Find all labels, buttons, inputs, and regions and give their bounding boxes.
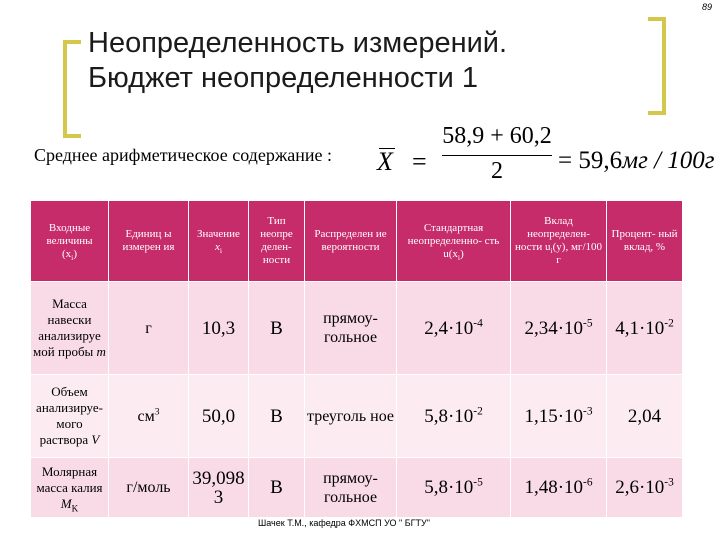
header-value-text: Значение xyxy=(197,228,240,240)
cell-unit xyxy=(109,282,189,375)
cell-quantity xyxy=(31,458,109,518)
formula-result-unit: мг / 100г xyxy=(622,147,715,174)
cell-standard-uncertainty xyxy=(397,375,511,458)
percent-exponent: -3 xyxy=(664,476,674,489)
cell-value: 50,0 xyxy=(189,375,249,458)
cell-standard-uncertainty xyxy=(397,458,511,518)
table-header-row xyxy=(31,201,683,282)
title-bracket-left xyxy=(63,40,81,138)
slide-title xyxy=(88,26,507,96)
mean-label: Среднее арифметическое содержание : xyxy=(34,145,333,165)
cell-contribution xyxy=(511,458,607,518)
header-contribution xyxy=(511,201,607,282)
header-input-symbol: (x xyxy=(62,247,72,260)
quantity-symbol: m xyxy=(96,344,106,359)
cell-value: 10,3 xyxy=(189,282,249,375)
unit-text: г xyxy=(145,319,152,337)
page-number: 89 xyxy=(701,2,712,12)
header-standard-uncertainty-tail: ) xyxy=(460,247,464,260)
u-exponent: -4 xyxy=(473,317,483,330)
cell-quantity xyxy=(31,282,109,375)
uncertainty-budget-table xyxy=(30,200,683,518)
percent-exponent: -2 xyxy=(664,317,674,330)
cell-distribution: треуголь ное xyxy=(305,375,397,458)
slide-title-line2: Бюджет неопределенности 1 xyxy=(88,62,479,94)
contrib-exponent: -6 xyxy=(583,476,593,489)
cell-contribution xyxy=(511,375,607,458)
formula-denominator: 2 xyxy=(491,158,503,184)
table-row xyxy=(31,375,683,458)
header-contribution-text: Вклад неопределен- ности u xyxy=(515,215,590,253)
formula-equals: = xyxy=(412,147,427,176)
cell-unit xyxy=(109,375,189,458)
unit-text: г/моль xyxy=(126,479,171,496)
percent-mantissa: 2,6·10 xyxy=(615,477,665,498)
cell-percent xyxy=(607,282,683,375)
header-input-symbol-tail: ) xyxy=(73,247,77,260)
quantity-text: Молярная масса калия xyxy=(36,463,103,495)
fraction-bar xyxy=(442,155,552,156)
quantity-text: Масса навески анализируе мой пробы xyxy=(33,296,101,359)
slide-title-line1: Неопределенность измерений. xyxy=(88,27,508,59)
header-type-text: Тип неопре делен- ности xyxy=(260,215,293,266)
cell-unit xyxy=(109,458,189,518)
u-mantissa: 2,4·10 xyxy=(424,317,474,339)
header-distribution xyxy=(305,201,397,282)
footer-credit: Шачек Т.М., кафедра ФХМСП УО " БГТУ" xyxy=(258,518,430,528)
cell-distribution: прямоу- гольное xyxy=(305,458,397,518)
header-input-quantities xyxy=(31,201,109,282)
percent-mantissa: 2,04 xyxy=(627,405,662,427)
header-contribution-sub: i xyxy=(550,246,553,256)
cell-percent xyxy=(607,375,683,458)
mean-formula-row xyxy=(32,123,715,189)
u-mantissa: 5,8·10 xyxy=(424,477,474,498)
cell-type: В xyxy=(249,458,305,518)
formula-result xyxy=(558,147,715,175)
quantity-symbol: V xyxy=(91,432,100,447)
header-units-text: Единиц ы измерен ия xyxy=(122,228,175,253)
title-bracket-right xyxy=(648,17,666,115)
header-standard-uncertainty-sub: i xyxy=(457,252,461,262)
cell-percent xyxy=(607,458,683,518)
formula-result-value: = 59,6 xyxy=(558,147,623,174)
percent-mantissa: 4,1·10 xyxy=(615,317,665,339)
cell-quantity xyxy=(31,375,109,458)
header-value-symbol-sub: i xyxy=(219,246,223,256)
cell-standard-uncertainty xyxy=(397,282,511,375)
cell-distribution: прямоу- гольное xyxy=(305,282,397,375)
header-value xyxy=(189,201,249,282)
header-percent-text: Процент- ный вклад, % xyxy=(611,228,678,253)
unit-text: см xyxy=(137,407,155,425)
cell-type: В xyxy=(249,375,305,458)
header-input-quantities-text: Входные величины xyxy=(46,221,93,247)
header-standard-uncertainty-text: Стандартная неопределенно- сть u(x xyxy=(407,221,500,260)
header-percent xyxy=(607,201,683,282)
formula-lhs xyxy=(377,147,393,177)
formula-numerator: 58,9 + 60,2 xyxy=(442,123,552,149)
u-exponent: -2 xyxy=(473,405,483,418)
header-distribution-text: Распределен ие вероятности xyxy=(314,228,387,253)
header-units xyxy=(109,201,189,282)
quantity-text: Объем анализируе- мого раствора xyxy=(36,384,103,447)
u-exponent: -5 xyxy=(473,476,483,489)
cell-type: В xyxy=(249,282,305,375)
cell-value: 39,098 3 xyxy=(189,458,249,518)
header-input-symbol-sub: i xyxy=(71,252,74,262)
contrib-mantissa: 1,15·10 xyxy=(524,405,584,427)
cell-contribution xyxy=(511,282,607,375)
u-mantissa: 5,8·10 xyxy=(424,405,474,427)
contrib-exponent: -3 xyxy=(583,405,593,418)
header-type xyxy=(249,201,305,282)
quantity-symbol-sub: K xyxy=(71,503,79,514)
contrib-exponent: -5 xyxy=(583,317,593,330)
table-row xyxy=(31,458,683,518)
header-contribution-tail: (y), мг/100 г xyxy=(552,241,602,266)
contrib-mantissa: 2,34·10 xyxy=(524,317,584,339)
quantity-symbol: M xyxy=(60,495,72,511)
unit-sup: 3 xyxy=(154,406,160,418)
contrib-mantissa: 1,48·10 xyxy=(524,477,584,498)
header-value-symbol: x xyxy=(214,241,220,253)
formula-fraction xyxy=(442,123,552,188)
table-row xyxy=(31,282,683,375)
formula-x-bar: X xyxy=(377,147,393,176)
header-standard-uncertainty xyxy=(397,201,511,282)
